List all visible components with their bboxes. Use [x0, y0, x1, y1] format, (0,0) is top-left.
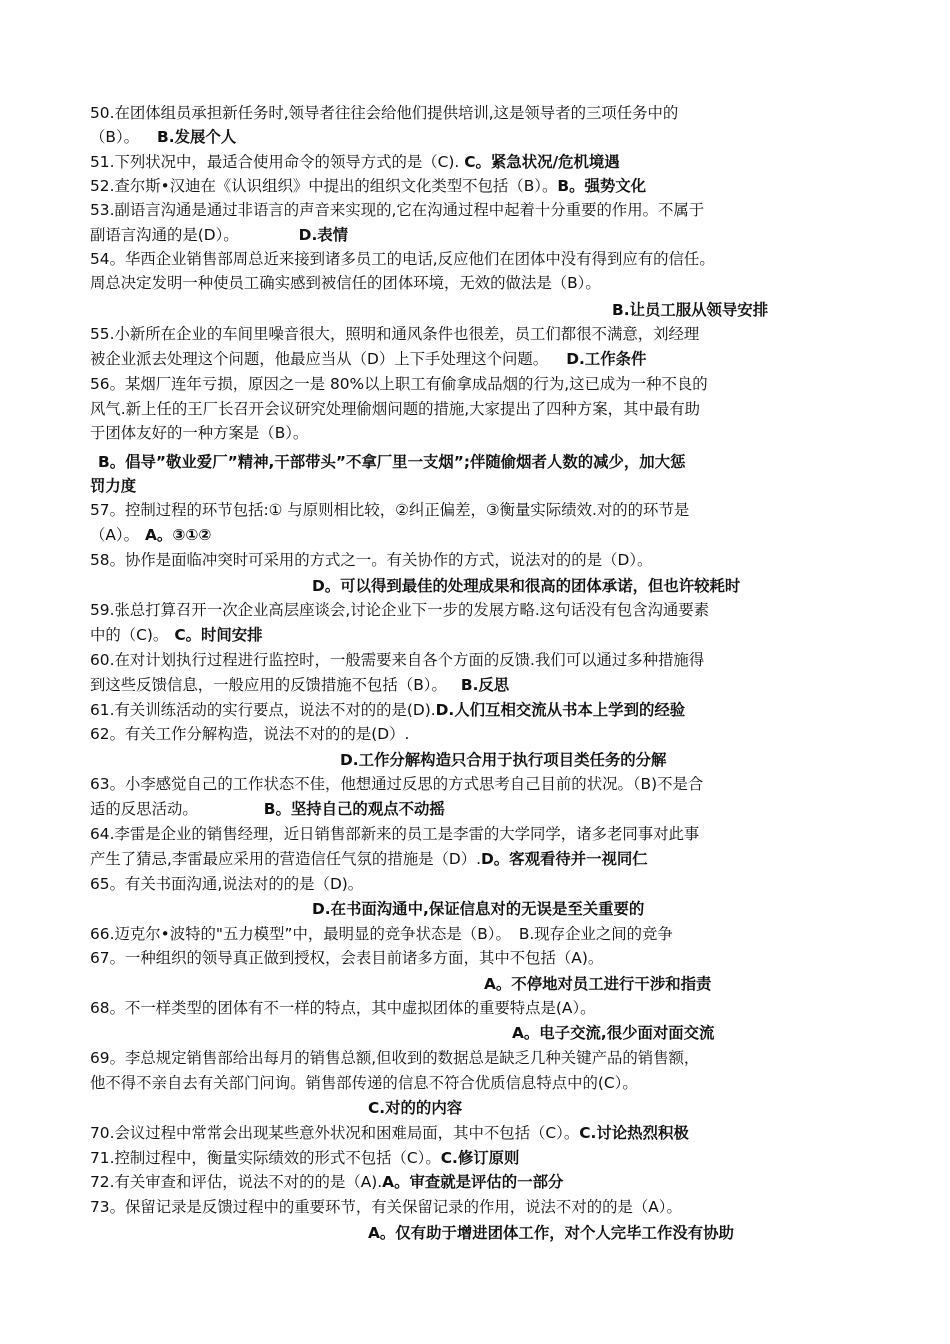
question-52-line-1: 52.查尔斯•汉迪在《认识组织》中提出的组织文化类型不包括（B）。B。强势文化	[90, 177, 647, 195]
question-56-line-1: 56。某烟厂连年亏损，原因之一是 80%以上职工有偷拿成品烟的行为,这已成为一种不良的	[90, 375, 708, 393]
question-66-line-1: 66.迈克尔•波特的"五力模型”中，最明显的竞争状态是（B）。 B.现存企业之间的竞争	[90, 925, 673, 943]
answer-59: C。时间安排	[174, 626, 263, 644]
question-61-line-1: 61.有关训练活动的实行要点，说法不对的的是(D).D.人们互相交流从书本上学到的经验	[90, 701, 686, 719]
answer-62: D.工作分解构造只合用于执行项目类任务的分解	[340, 751, 667, 769]
question-70-line-1: 70.会议过程中常常会出现某些意外状况和困难局面，其中不包括（C）。C.讨论热烈积极	[90, 1124, 689, 1142]
question-68-line-1: 68。不一样类型的团体有不一样的特点，其中虚拟团体的重要特点是(A）。	[90, 999, 596, 1017]
question-59-line-1: 59.张总打算召开一次企业高层座谈会,讨论企业下一步的发展方略.这句话没有包含沟通要素	[90, 601, 710, 619]
question-50-line-2: （B）。 B.发展个人	[90, 128, 237, 146]
question-57-line-1: 57。控制过程的环节包括:① 与原则相比较，②纠正偏差，③衡量实际绩效.对的的环节是	[90, 501, 690, 519]
question-63-line-1: 63。小李感觉自己的工作状态不佳，他想通过反思的方式思考自己目前的状况。（B)不是合	[90, 775, 704, 793]
answer-65: D.在书面沟通中,保证信息对的无误是至关重要的	[312, 900, 645, 918]
question-64-line-1: 64.李雷是企业的销售经理，近日销售部新来的员工是李雷的大学同学，诸多老同事对此事	[90, 825, 700, 843]
question-65-line-1: 65。有关书面沟通,说法对的的是（D)。	[90, 875, 364, 893]
answer-66: B.现存企业之间的竞争	[518, 925, 673, 943]
question-56-answer-line-2	[90, 474, 870, 498]
answer-52: B。强势文化	[557, 177, 647, 195]
question-65-answer-line	[312, 897, 912, 921]
question-56-answer-line-1	[98, 450, 878, 474]
question-72-line-1: 72.有关审查和评估，说法不对的的是（A).A。审查就是评估的一部分	[90, 1173, 564, 1191]
answer-55: D.工作条件	[566, 350, 647, 368]
question-69-line-1: 69。李总规定销售部给出每月的销售总额,但收到的数据总是缺乏几种关键产品的销售额，	[90, 1049, 700, 1067]
question-54-line-1: 54。华西企业销售部周总近来接到诸多员工的电话,反应他们在团体中没有得到应有的信任。	[90, 250, 715, 268]
question-55-line-2: 被企业派去处理这个问题，他最应当从（D）上下手处理这个问题。 D.工作条件	[90, 350, 647, 368]
question-59-line-2: 中的（C)。 C。时间安排	[90, 626, 263, 644]
answer-51: C。紧急状况/危机境遇	[464, 153, 620, 171]
question-51-line-1: 51.下列状况中，最适合使用命令的领导方式的是（C). C。紧急状况/危机境遇	[90, 153, 620, 171]
question-73-line-1: 73。保留记录是反馈过程中的重要环节，有关保留记录的作用，说法不对的的是（A）。	[90, 1198, 682, 1216]
question-69-answer-line	[368, 1096, 768, 1120]
question-73-answer-line	[368, 1221, 928, 1245]
answer-67: A。不停地对员工进行干涉和指责	[484, 975, 712, 993]
question-62-answer-line	[340, 748, 900, 772]
question-69-line-2: 他不得不亲自去有关部门问询。销售部传递的信息不符合优质信息特点中的(C）。	[90, 1074, 638, 1092]
question-54-answer-line	[612, 298, 892, 322]
question-67-line-1: 67。一种组织的领导真正做到授权，会表目前诸多方面，其中不包括（A)。	[90, 949, 604, 967]
question-54-line-2: 周总决定发明一种使员工确实感到被信任的团体环境，无效的做法是（B）。	[90, 274, 601, 292]
question-57-line-2: （A）。 A。③①②	[90, 526, 212, 544]
question-62-line-1: 62。有关工作分解构造，说法不对的的是(D）.	[90, 725, 410, 743]
answer-60: B.反思	[460, 676, 510, 694]
answer-58: D。可以得到最佳的处理成果和很高的团体承诺，但也许较耗时	[312, 577, 741, 595]
answer-69: C.对的的内容	[368, 1099, 463, 1117]
question-60-line-1: 60.在对计划执行过程进行监控时，一般需要来自各个方面的反馈.我们可以通过多种措施得	[90, 651, 705, 669]
answer-61: D.人们互相交流从书本上学到的经验	[435, 701, 686, 719]
question-58-answer-line	[312, 574, 912, 598]
question-56-line-3: 于团体友好的一种方案是（B）。	[90, 424, 309, 442]
answer-57: A。③①②	[145, 526, 212, 544]
question-55-line-1: 55.小新所在企业的车间里噪音很大，照明和通风条件也很差，员工们都很不满意，刘经理	[90, 325, 700, 343]
answer-64: D。客观看待并一视同仁	[481, 850, 648, 868]
question-63-line-2: 适的反思活动。 B。坚持自己的观点不动摇	[90, 800, 445, 818]
answer-53: D.表情	[298, 226, 349, 244]
answer-63: B。坚持自己的观点不动摇	[263, 800, 445, 818]
question-67-answer-line	[484, 972, 904, 996]
question-68-answer-line	[512, 1021, 912, 1045]
question-64-line-2: 产生了猜忌,李雷最应采用的营造信任气氛的措施是（D）.D。客观看待并一视同仁	[90, 850, 648, 868]
question-56-line-2: 风气.新上任的王厂长召开会议研究处理偷烟问题的措施,大家提出了四种方案，其中最有助	[90, 400, 701, 418]
question-53-line-2: 副语言沟通的是(D）。 D.表情	[90, 226, 349, 244]
question-71-line-1: 71.控制过程中，衡量实际绩效的形式不包括（C）。C.修订原则	[90, 1149, 520, 1167]
answer-70: C.讨论热烈积极	[579, 1124, 689, 1142]
answer-50: B.发展个人	[157, 128, 237, 146]
answer-73: A。仅有助于增进团体工作，对个人完毕工作没有协助	[368, 1224, 734, 1242]
answer-68: A。电子交流,很少面对面交流	[512, 1024, 715, 1042]
answer-56-continued: 罚力度	[90, 477, 137, 495]
question-53-line-1: 53.副语言沟通是通过非语言的声音来实现的,它在沟通过程中起着十分重要的作用。不属于	[90, 201, 705, 219]
answer-71: C.修订原则	[440, 1149, 520, 1167]
answer-56: B。倡导”敬业爱厂”精神,干部带头”不拿厂里一支烟”;伴随偷烟者人数的减少，加大惩	[98, 453, 686, 471]
question-58-line-1: 58。协作是面临冲突时可采用的方式之一。有关协作的方式，说法对的的是（D）。	[90, 551, 653, 569]
question-60-line-2: 到这些反馈信息，一般应用的反馈措施不包括（B）。 B.反思	[90, 676, 510, 694]
question-50-line-1: 50.在团体组员承担新任务时,领导者往往会给他们提供培训,这是领导者的三项任务中的	[90, 104, 679, 122]
answer-54: B.让员工服从领导安排	[612, 301, 769, 319]
answer-72: A。审查就是评估的一部分	[382, 1173, 564, 1191]
